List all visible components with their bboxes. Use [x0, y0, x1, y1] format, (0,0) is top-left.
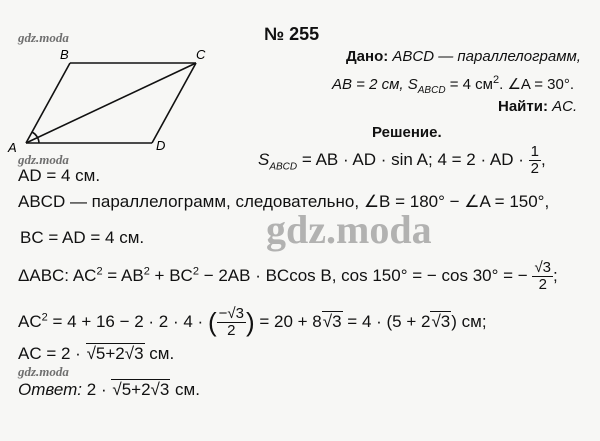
problem-number: № 255 [264, 24, 320, 44]
answer-line: Ответ: 2 · √5+2√3 см. [18, 380, 200, 399]
fraction-neg-sqrt3-over-2: $\frac{-√3}{2}$ [218, 305, 244, 339]
diagonal-ac [26, 63, 196, 143]
angle-a-arc [32, 132, 39, 143]
vertex-label-a: A [8, 140, 17, 155]
answer-label: Ответ: [18, 380, 83, 399]
watermark-large: gdz.moda [266, 207, 432, 252]
parallelogram-diagram [0, 0, 230, 160]
solution-line-4: BC = AD = 4 см. [20, 228, 145, 247]
watermark-small: gdz.moda [18, 30, 69, 45]
solution-line-6: $AC^2 = 4 + 16 - 2 \cdot 2 \cdot 4$ · ( $\frac{-√3}{2}$ ) = 20 + 8√3 = 4 · (5 + 2√3) см; [18, 305, 487, 339]
side-ab [26, 63, 70, 143]
solution-line-3: ABCD — параллелограмм, следовательно, ∠B = 180° − ∠A = 150°, [18, 192, 550, 211]
solution-line-2: AD = 4 см. [18, 166, 101, 185]
watermark-small: gdz.moda [18, 364, 69, 379]
vertex-label-b: B [60, 47, 69, 62]
solution-title: Решение. [372, 124, 442, 141]
vertex-label-c: C [196, 47, 206, 62]
vertex-label-d: D [156, 138, 166, 153]
solution-line-7: AC = 2 · √5+2√3 см. [18, 344, 175, 363]
watermark-small: gdz.moda [18, 152, 69, 167]
fraction-sqrt3-over-2: $\frac{√3}{2}$ [534, 259, 552, 293]
solution-line-1: $S_{ABCD}$ = AB · AD · sin A; 4 = 2 · AD · $\frac{1}{2}$ , [258, 143, 546, 177]
given-line-2: AB = 2 см, $S_{ABCD} = 4$ $см^2$. ∠A = 30°. [332, 74, 575, 96]
given-label: Дано: [346, 48, 389, 65]
find-line: Найти: AC. [498, 98, 578, 115]
solution-line-5: ΔABC: $AC^2 = AB^2 + BC^2 - 2AB \cdot BCcos$ B, cos 150° = − cos 30° = − $\frac{√3}{2}$ ; [18, 259, 558, 293]
given-line-1: Дано: ABCD — параллелограмм, [346, 48, 581, 65]
side-cd [152, 63, 196, 143]
fraction-one-half: $\frac{1}{2}$ [530, 143, 539, 177]
